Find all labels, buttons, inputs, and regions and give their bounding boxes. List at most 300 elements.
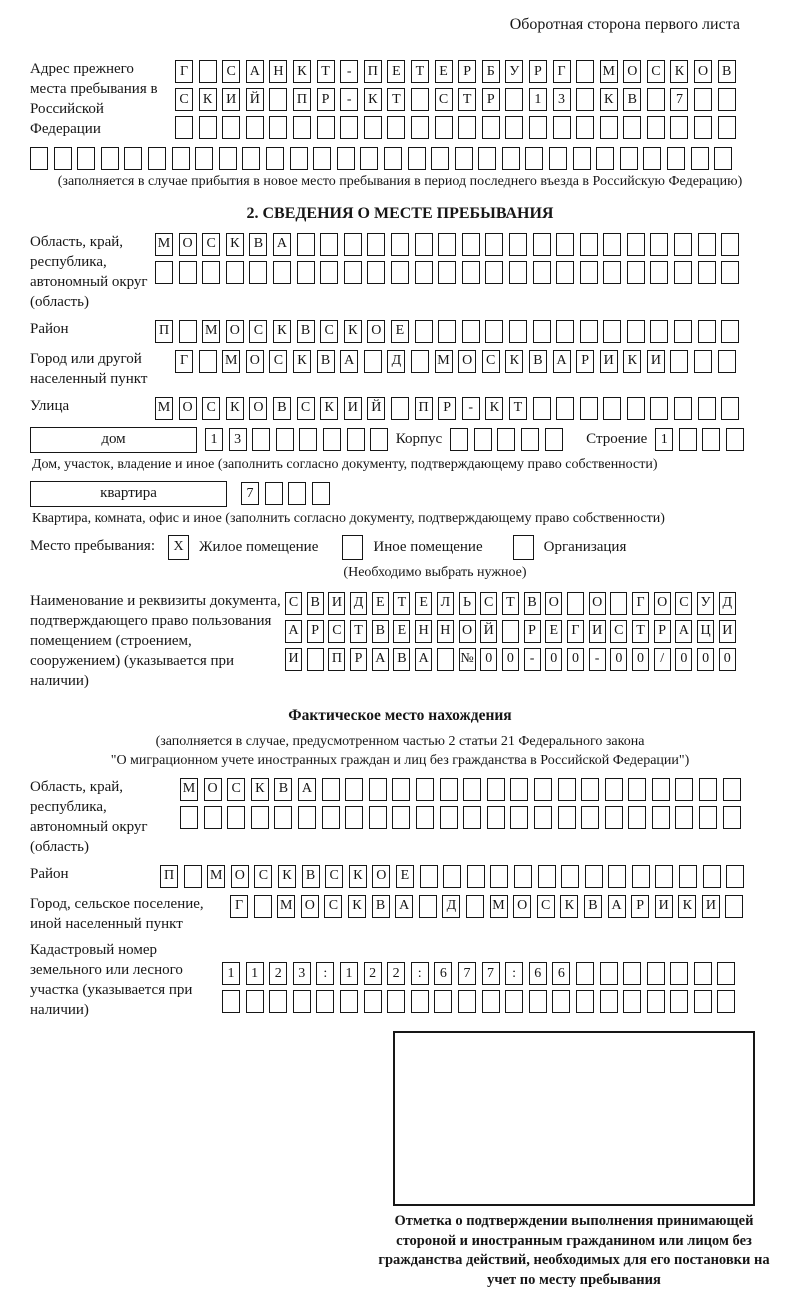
char-row [175,60,741,83]
char-box: К [226,397,244,420]
char-box [714,147,732,170]
char-box [222,990,240,1013]
cadastral-label: Кадастровый номер земельного или лесного участка (указывается при наличии) [30,942,193,1019]
char-box [415,233,433,256]
char-box [558,806,576,829]
char-box: У [505,60,523,83]
apartment-number-cells [241,482,335,505]
char-box [370,428,388,451]
char-row [222,962,741,985]
char-box: Д [350,592,367,615]
char-box: 3 [229,428,247,451]
char-box [694,116,712,139]
char-box [556,233,574,256]
char-box [345,806,363,829]
char-box [553,116,571,139]
char-box: О [226,320,244,343]
char-box [561,865,579,888]
char-box [628,806,646,829]
actual-region-field [30,778,770,858]
char-box: В [623,88,641,111]
char-box [462,261,480,284]
char-box: М [600,60,618,83]
char-box [312,482,330,505]
char-box: А [372,648,389,671]
char-box [505,88,523,111]
char-box [545,428,563,451]
char-box: 7 [482,962,500,985]
char-box [608,865,626,888]
char-box: К [273,320,291,343]
char-box: - [524,648,541,671]
char-box: 7 [458,962,476,985]
actual-city-field [30,895,770,935]
region-label: Область, край, республика, автономный округ (область) [30,233,148,310]
char-box [485,233,503,256]
char-box [726,865,744,888]
char-box: Е [387,60,405,83]
char-box [698,233,716,256]
char-box: Г [230,895,248,918]
region-field [30,233,770,313]
char-box: В [718,60,736,83]
char-box [251,806,269,829]
char-box [463,806,481,829]
premises-label: Место пребывания: [30,538,155,555]
char-box: - [589,648,606,671]
char-box [691,147,709,170]
char-box: 0 [675,648,692,671]
char-box: С [285,592,302,615]
char-box [179,261,197,284]
char-box [369,778,387,801]
char-box: П [364,60,382,83]
char-box [670,962,688,985]
char-box: К [293,60,311,83]
char-box [580,233,598,256]
char-box: : [411,962,429,985]
char-box [440,806,458,829]
char-box: : [316,962,334,985]
char-box [497,428,515,451]
char-box [576,962,594,985]
char-box [222,116,240,139]
char-box [650,320,668,343]
char-box [463,778,481,801]
char-box [246,990,264,1013]
city-label: Город или другой населенный пункт [30,350,148,387]
actual-city-label: Город, сельское поселение, иной населенный пункт [30,895,204,932]
char-box: К [278,865,296,888]
house-type-box: дом [30,427,197,453]
char-box [273,261,291,284]
option-organization-label: Организация [543,538,627,555]
char-box [603,233,621,256]
char-box [482,990,500,1013]
char-box [567,592,584,615]
char-box [415,320,433,343]
char-box: 0 [545,648,562,671]
char-box: Е [372,592,389,615]
char-box: С [328,620,345,643]
char-box [623,116,641,139]
char-box [316,990,334,1013]
page-corner-note: Оборотная сторона первого листа [509,16,740,33]
prev-address-rows [175,60,741,139]
char-box [293,116,311,139]
char-box [408,147,426,170]
char-box: 1 [529,88,547,111]
char-box [627,397,645,420]
char-box [552,990,570,1013]
char-box [703,865,721,888]
char-box: П [155,320,173,343]
char-box [420,865,438,888]
char-box [345,778,363,801]
char-box [440,778,458,801]
stamp-note: Отметка о подтверждении выполнения принимающей стороной и иностранным гражданином или лицом без гражданства действий, необходимых для его постановки на учет по месту пребывания [378,1213,770,1288]
char-box: 6 [434,962,452,985]
char-box: Й [367,397,385,420]
house-note: Дом, участок, владение и иное (заполнить согласно документу, подтверждающему право собственности) [32,456,658,472]
char-box: 1 [222,962,240,985]
apartment-note: Квартира, комната, офис и иное (заполнить согласно документу, подтверждающему право собственности) [32,510,665,526]
char-box [702,428,720,451]
char-box: Р [307,620,324,643]
char-box: С [227,778,245,801]
char-box [307,648,324,671]
char-box [556,320,574,343]
char-box: М [207,865,225,888]
char-box [202,261,220,284]
char-box [437,648,454,671]
char-row [155,397,745,420]
house-row [30,427,770,453]
actual-location-note-2: "О миграционном учете иностранных граждан и лиц без гражданства в Российской Федерации") [110,752,690,768]
premises-row [30,535,770,560]
char-box: У [697,592,714,615]
char-box [694,350,712,373]
char-box: 0 [480,648,497,671]
char-box [242,147,260,170]
char-box [478,147,496,170]
char-box: С [175,88,193,111]
document-label: Наименование и реквизиты документа, подтверждающего право пользования помещением (строением, сооружением) (указывается при наличии) [30,592,281,689]
char-box: Р [482,88,500,111]
char-box [670,116,688,139]
char-box [580,261,598,284]
char-box: 3 [553,88,571,111]
char-box [694,990,712,1013]
prev-address-note: (заполняется в случае прибытия в новое место пребывания в период последнего въезда в Российскую Федерацию) [57,173,743,189]
char-box [415,261,433,284]
char-box: К [199,88,217,111]
char-box [580,397,598,420]
char-box [623,962,641,985]
char-box: 3 [293,962,311,985]
char-box [581,806,599,829]
char-box: О [204,778,222,801]
char-box: Е [396,865,414,888]
apartment-row [30,481,770,507]
char-box [416,778,434,801]
char-row [222,990,741,1013]
char-box: В [524,592,541,615]
char-box [431,147,449,170]
char-box [269,116,287,139]
char-box [652,778,670,801]
char-box: 7 [241,482,259,505]
char-box: О [623,60,641,83]
char-box [30,147,48,170]
char-box [632,865,650,888]
char-box [474,428,492,451]
char-box: Т [502,592,519,615]
char-box [266,147,284,170]
char-box [603,261,621,284]
char-box [603,397,621,420]
char-row [160,865,750,888]
char-box [199,116,217,139]
char-box: Г [567,620,584,643]
char-box: К [226,233,244,256]
char-box: Д [387,350,405,373]
char-box: И [600,350,618,373]
char-box [675,806,693,829]
char-box [411,350,429,373]
char-box: О [589,592,606,615]
char-box [558,778,576,801]
char-box: Й [480,620,497,643]
char-box: К [505,350,523,373]
char-box [674,397,692,420]
char-box: - [340,60,358,83]
char-box: Е [391,320,409,343]
char-box: Р [524,620,541,643]
char-box [364,990,382,1013]
char-box: / [654,648,671,671]
char-box: К [349,865,367,888]
char-box: М [222,350,240,373]
char-box: В [297,320,315,343]
char-box [199,60,217,83]
char-box [101,147,119,170]
char-box: Н [269,60,287,83]
char-box: С [324,895,342,918]
char-box: Й [246,88,264,111]
char-box [175,116,193,139]
char-box [529,116,547,139]
char-box [411,990,429,1013]
char-box: К [320,397,338,420]
char-box [322,778,340,801]
char-box [717,990,735,1013]
char-box: 6 [529,962,547,985]
char-box: П [293,88,311,111]
char-box: 1 [655,428,673,451]
char-box: Г [175,350,193,373]
char-box [323,428,341,451]
char-box: Т [632,620,649,643]
char-box [549,147,567,170]
char-box [369,806,387,829]
char-box: К [293,350,311,373]
char-box: К [348,895,366,918]
char-box [184,865,202,888]
char-box [623,990,641,1013]
char-box: 2 [387,962,405,985]
char-box [723,806,741,829]
char-box [54,147,72,170]
char-box: 0 [719,648,736,671]
char-box [249,261,267,284]
char-box: Е [545,620,562,643]
char-box: О [249,397,267,420]
char-box: Ь [459,592,476,615]
char-box [77,147,95,170]
char-box: С [610,620,627,643]
char-box: Н [415,620,432,643]
char-box [600,990,618,1013]
char-box [124,147,142,170]
char-box [627,320,645,343]
char-box [718,350,736,373]
char-box: Р [576,350,594,373]
char-box [344,233,362,256]
char-box [643,147,661,170]
char-box [364,350,382,373]
char-box [367,261,385,284]
char-box: А [675,620,692,643]
char-box [337,147,355,170]
char-box [320,233,338,256]
char-box [679,865,697,888]
char-box [467,865,485,888]
char-box [219,147,237,170]
char-box [419,895,437,918]
char-box [293,990,311,1013]
char-box: К [251,778,269,801]
char-box [694,88,712,111]
prev-address-overflow-row [30,147,770,170]
char-box [698,397,716,420]
char-row [155,233,745,256]
char-box: Е [393,620,410,643]
char-box [585,865,603,888]
prev-address-label: Адрес прежнего места пребывания в Российской Федерации [30,61,158,137]
char-box: 1 [246,962,264,985]
char-box: М [202,320,220,343]
char-box [538,865,556,888]
char-box: С [325,865,343,888]
char-box [650,261,668,284]
char-box: К [623,350,641,373]
option-other-premises-label: Иное помещение [373,538,483,555]
char-box [485,261,503,284]
char-box [387,990,405,1013]
char-box [360,147,378,170]
char-box: М [180,778,198,801]
char-box [698,320,716,343]
char-box [438,261,456,284]
char-box: 1 [340,962,358,985]
char-box [434,990,452,1013]
char-box: В [372,620,389,643]
char-box: Н [437,620,454,643]
char-box [600,962,618,985]
char-box: С [537,895,555,918]
char-row [180,806,746,829]
char-box: С [202,397,220,420]
char-box [650,233,668,256]
actual-district-label: Район [30,865,69,882]
char-box: С [320,320,338,343]
char-box [317,116,335,139]
char-box [297,233,315,256]
char-box: О [179,233,197,256]
char-box [533,261,551,284]
char-box [510,806,528,829]
char-row [230,895,749,918]
char-box [534,778,552,801]
char-box [721,320,739,343]
char-box: И [647,350,665,373]
street-field [30,397,770,420]
char-box [573,147,591,170]
char-box [674,320,692,343]
char-box: - [340,88,358,111]
char-box [510,778,528,801]
char-box [627,233,645,256]
char-box: М [155,397,173,420]
char-box [655,865,673,888]
char-box: О [654,592,671,615]
char-box [525,147,543,170]
char-box: Т [387,88,405,111]
char-box [148,147,166,170]
char-box: - [462,397,480,420]
char-box: И [702,895,720,918]
char-box: А [395,895,413,918]
section2-title: 2. СВЕДЕНИЯ О МЕСТЕ ПРЕБЫВАНИЯ [246,204,554,222]
char-box [726,428,744,451]
char-box [180,806,198,829]
char-box: В [307,592,324,615]
char-box: М [435,350,453,373]
char-box: 0 [567,648,584,671]
char-box: С [647,60,665,83]
char-row [175,88,741,111]
char-box [387,116,405,139]
char-box [290,147,308,170]
char-box [628,778,646,801]
char-box [391,397,409,420]
char-box [699,806,717,829]
char-box: В [372,895,390,918]
char-box [509,233,527,256]
char-box [505,116,523,139]
char-box: М [277,895,295,918]
char-box [505,990,523,1013]
char-box [462,320,480,343]
char-box [674,261,692,284]
street-label: Улица [30,397,70,414]
char-box: С [435,88,453,111]
char-box [269,990,287,1013]
char-box [438,233,456,256]
char-box: Т [509,397,527,420]
char-box [576,60,594,83]
